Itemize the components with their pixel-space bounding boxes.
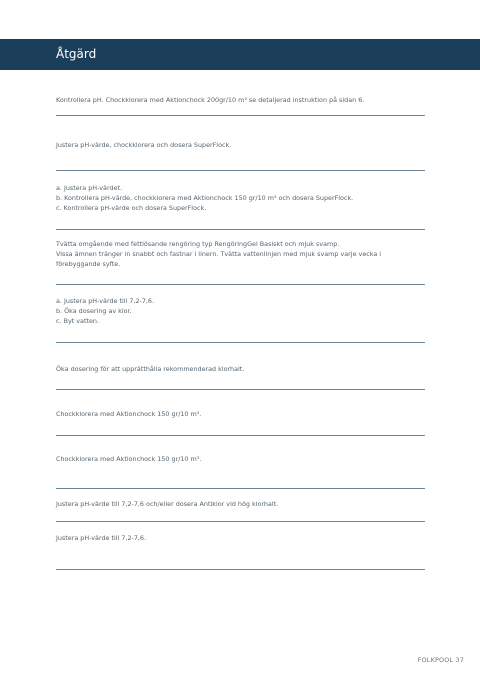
action-row xyxy=(56,70,425,116)
action-text: Chockklorera med Aktionchock 150 gr/10 m³. xyxy=(56,410,202,418)
action-row xyxy=(56,522,425,570)
action-text: Chockklorera med Aktionchock 150 gr/10 m³. xyxy=(56,455,202,463)
action-text: c. Kontrollera pH-värde och dosera SuperFlock. xyxy=(56,204,207,212)
action-row xyxy=(56,436,425,489)
action-text: Justera pH-värde till 7,2-7,6 och/eller dosera Antiklor vid hög klorhalt. xyxy=(56,500,279,508)
action-text: b. Öka dosering av klor. xyxy=(56,307,132,315)
action-row xyxy=(56,285,425,343)
header-bar xyxy=(0,39,480,70)
action-text: Justera pH-värde, chockklorera och dosera SuperFlock. xyxy=(56,141,232,149)
action-text: a. Justera pH-värdet. xyxy=(56,184,122,192)
action-text: förebyggande syfte. xyxy=(56,260,121,268)
action-text: Tvätta omgående med fettlösande rengöring typ RengöringGel Basiskt och mjuk svamp. xyxy=(56,240,340,248)
action-row xyxy=(56,343,425,390)
action-text: b. Kontrollera pH-värde, chockklorera med Aktionchock 150 gr/10 m³ och dosera SuperFlock. xyxy=(56,194,354,202)
action-text: a. Justera pH-värde till 7,2-7,6. xyxy=(56,297,155,305)
page-number: FOLKPOOL 37 xyxy=(417,656,464,664)
action-row xyxy=(56,230,425,285)
action-row xyxy=(56,489,425,522)
action-row xyxy=(56,390,425,436)
action-row xyxy=(56,116,425,171)
action-text: Öka dosering för att upprätthålla rekommenderad klorhalt. xyxy=(56,365,245,373)
action-text: Kontrollera pH. Chockklorera med Aktionchock 200gr/10 m³ se detaljerad instruktion på sidan 6. xyxy=(56,96,365,104)
action-text: c. Byt vatten. xyxy=(56,317,100,325)
column-title: Åtgärd xyxy=(56,47,97,61)
action-text: Justera pH-värde till 7,2-7,6. xyxy=(56,534,147,542)
action-text: Vissa ämnen tränger in snabbt och fastnar i linern. Tvätta vattenlinjen med mjuk svamp varje vecka i xyxy=(56,250,382,258)
action-row xyxy=(56,171,425,230)
